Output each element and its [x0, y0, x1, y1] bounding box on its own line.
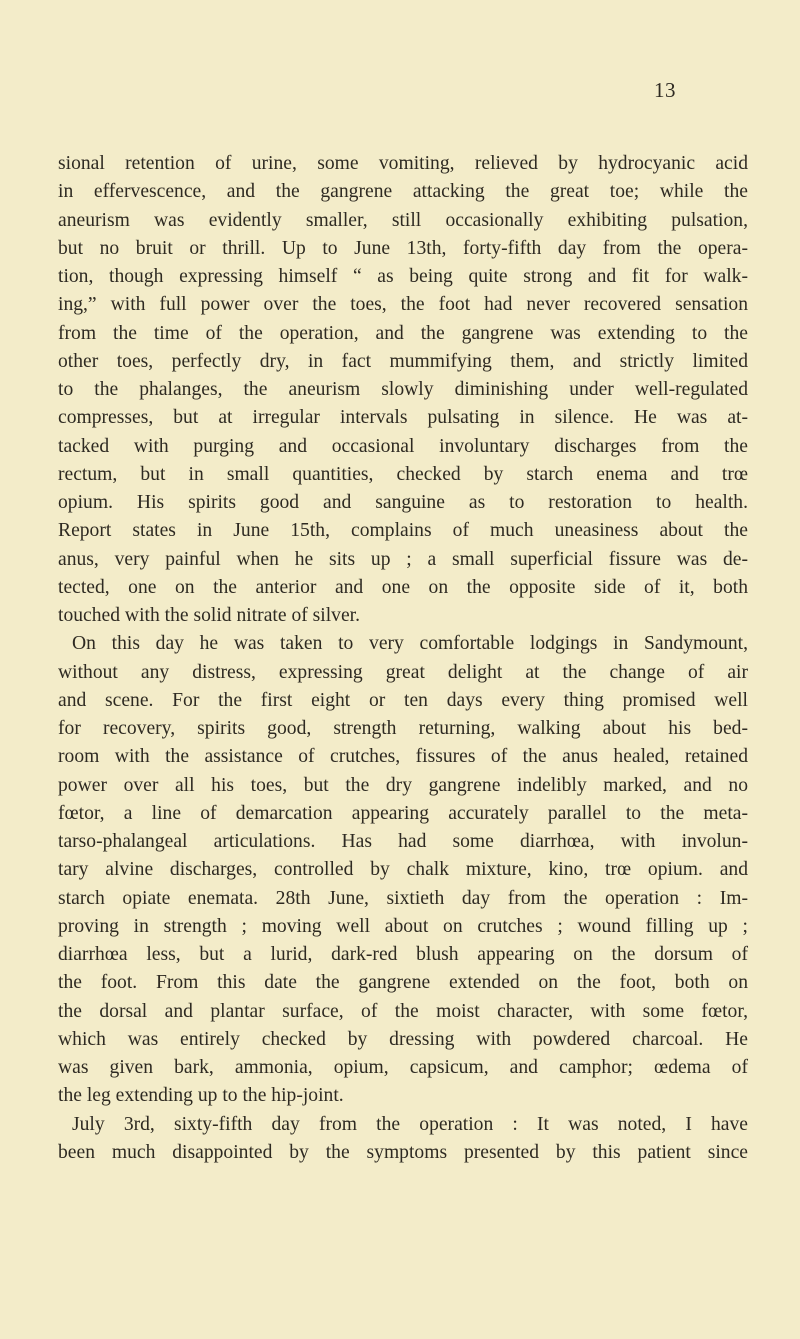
text-line: fœtor, a line of demarcation appearing accurately parallel to the meta-: [58, 802, 748, 824]
text-line: rectum, but in small quantities, checked by starch enema and trœ: [58, 463, 748, 485]
text-line: and scene. For the first eight or ten days every thing promised well: [58, 689, 748, 711]
text-line: from the time of the operation, and the gangrene was extending to the: [58, 322, 748, 344]
text-line: was given bark, ammonia, opium, capsicum, and camphor; œdema of: [58, 1057, 748, 1078]
text-line: without any distress, expressing great delight at the change of air: [58, 661, 748, 683]
text-line: starch opiate enemata. 28th June, sixtieth day from the operation : Im-: [58, 887, 748, 909]
text-line: which was entirely checked by dressing with powdered charcoal. He: [58, 1028, 748, 1050]
text-line: other toes, perfectly dry, in fact mummifying them, and strictly limited: [58, 350, 748, 372]
text-line: for recovery, spirits good, strength returning, walking about his bed-: [58, 718, 748, 739]
text-line: Report states in June 15th, complains of much uneasiness about the: [58, 520, 748, 542]
text-line: compresses, but at irregular intervals pulsating in silence. He was at-: [58, 407, 748, 429]
text-line: the leg extending up to the hip-joint.: [58, 1085, 344, 1107]
text-line: to the phalanges, the aneurism slowly diminishing under well-regulated: [58, 379, 748, 400]
text-line: the dorsal and plantar surface, of the moist character, with some fœtor,: [58, 1000, 748, 1022]
text-line: the foot. From this date the gangrene extended on the foot, both on: [58, 972, 748, 994]
text-line: tary alvine discharges, controlled by chalk mixture, kino, trœ opium. and: [58, 859, 748, 881]
text-line: in effervescence, and the gangrene attacking the great toe; while the: [58, 181, 748, 203]
text-line: touched with the solid nitrate of silver.: [58, 605, 361, 626]
text-line: room with the assistance of crutches, fissures of the anus healed, retained: [58, 746, 748, 768]
text-line: been much disappointed by the symptoms presented by this patient since: [58, 1141, 748, 1163]
text-line: diarrhœa less, but a lurid, dark-red blush appearing on the dorsum of: [58, 944, 748, 965]
text-line: tion, though expressing himself “ as being quite strong and fit for walk-: [58, 266, 748, 287]
text-line: July 3rd, sixty-fifth day from the operation : It was noted, I have: [72, 1113, 748, 1135]
text-line: anus, very painful when he sits up ; a small superficial fissure was de-: [58, 548, 748, 570]
text-line: proving in strength ; moving well about on crutches ; wound filling up ;: [58, 915, 748, 937]
text-line: tected, one on the anterior and one on the opposite side of it, both: [58, 576, 748, 598]
text-line: sional retention of urine, some vomiting, relieved by hydrocyanic acid: [58, 153, 748, 174]
page-number: 13: [654, 78, 676, 102]
text-line: On this day he was taken to very comfortable lodgings in Sandymount,: [72, 633, 748, 655]
text-line: power over all his toes, but the dry gangrene indelibly marked, and no: [58, 774, 748, 796]
text-line: ing,” with full power over the toes, the foot had never recovered sensation: [58, 294, 748, 316]
text-line: tacked with purging and occasional involuntary discharges from the: [58, 435, 748, 457]
body-text: [58, 150, 748, 1167]
text-line: tarso-phalangeal articulations. Has had some diarrhœa, with involun-: [58, 831, 748, 852]
text-line: aneurism was evidently smaller, still occasionally exhibiting pulsation,: [58, 209, 748, 231]
text-line: opium. His spirits good and sanguine as to restoration to health.: [58, 492, 748, 513]
text-line: but no bruit or thrill. Up to June 13th, forty-fifth day from the opera-: [58, 237, 748, 259]
